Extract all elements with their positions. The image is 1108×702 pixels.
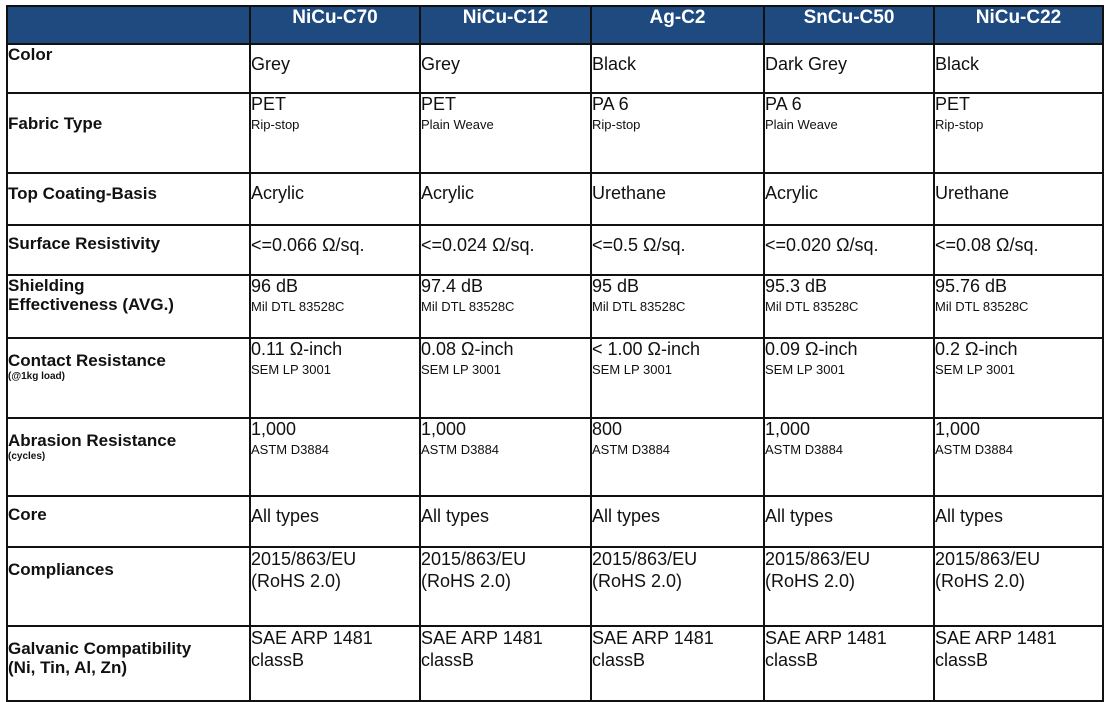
table-row-contact-resistance: [7, 338, 1103, 418]
table-cell: [420, 626, 591, 701]
cell-value: PET: [251, 94, 287, 114]
row-label: [7, 275, 250, 338]
cell-subvalue: Mil DTL 83528C: [251, 299, 345, 314]
cell-value: <=0.08 Ω/sq.: [935, 235, 1039, 255]
cell-value: PA 6: [592, 94, 629, 114]
row-label-text: Compliances: [8, 560, 114, 579]
row-label-text: Color: [8, 45, 53, 64]
cell-value: 95.3 dB: [765, 276, 828, 296]
cell-value: <=0.024 Ω/sq.: [421, 235, 535, 255]
table-row-core: [7, 496, 1103, 547]
table-cell: [764, 225, 934, 275]
table-cell: [934, 173, 1103, 225]
cell-value: classB: [592, 650, 646, 670]
table-row-galvanic-compatibility: [7, 626, 1103, 701]
table-cell: [591, 44, 764, 93]
row-label-text: Core: [8, 505, 47, 524]
row-label: [7, 44, 250, 93]
row-label-text: Contact Resistance: [8, 351, 166, 370]
table-cell: [250, 225, 420, 275]
cell-value: <=0.066 Ω/sq.: [251, 235, 365, 255]
table-cell: [591, 173, 764, 225]
column-header: NiCu-C12: [420, 6, 591, 44]
cell-value: 2015/863/EU: [251, 549, 357, 569]
table-cell: [250, 173, 420, 225]
row-label: [7, 626, 250, 701]
table-cell: [764, 626, 934, 701]
row-label-text: (Ni, Tin, Al, Zn): [8, 658, 127, 677]
table-cell: [934, 626, 1103, 701]
cell-value: 0.09 Ω-inch: [765, 339, 858, 359]
cell-value: PA 6: [765, 94, 802, 114]
cell-subvalue: ASTM D3884: [592, 442, 671, 457]
table-cell: [764, 338, 934, 418]
table-row-shielding-effectiveness: [7, 275, 1103, 338]
column-header: SnCu-C50: [764, 6, 934, 44]
table-cell: [934, 275, 1103, 338]
cell-value: <=0.020 Ω/sq.: [765, 235, 879, 255]
cell-value: All types: [251, 506, 320, 526]
cell-value: Acrylic: [251, 183, 304, 203]
cell-subvalue: SEM LP 3001: [251, 362, 331, 377]
table-cell: [420, 418, 591, 496]
cell-value: (RoHS 2.0): [421, 571, 512, 591]
table-cell: [764, 44, 934, 93]
cell-subvalue: Rip-stop: [935, 117, 984, 132]
cell-value: Black: [592, 54, 637, 74]
cell-value: 0.11 Ω-inch: [251, 339, 343, 359]
row-label-text: Abrasion Resistance: [8, 431, 177, 450]
cell-value: 1,000: [421, 419, 467, 439]
table-row-abrasion-resistance: [7, 418, 1103, 496]
table-cell: [591, 338, 764, 418]
cell-subvalue: SEM LP 3001: [421, 362, 501, 377]
table-cell: [591, 275, 764, 338]
cell-subvalue: Mil DTL 83528C: [592, 299, 686, 314]
row-label-text: Effectiveness (AVG.): [8, 295, 174, 314]
table-cell: [591, 626, 764, 701]
table-cell: [591, 93, 764, 173]
cell-value: 800: [592, 419, 623, 439]
cell-value: (RoHS 2.0): [765, 571, 856, 591]
cell-subvalue: Plain Weave: [765, 117, 838, 132]
row-label-text: Fabric Type: [8, 114, 103, 133]
cell-value: 95.76 dB: [935, 276, 1008, 296]
row-label-text: Top Coating-Basis: [8, 184, 157, 203]
cell-subvalue: ASTM D3884: [935, 442, 1014, 457]
table-cell: [250, 44, 420, 93]
table-cell: [250, 496, 420, 547]
cell-value: (RoHS 2.0): [251, 571, 342, 591]
row-label: [7, 496, 250, 547]
cell-value: PET: [935, 94, 971, 114]
table-cell: [591, 547, 764, 626]
row-label-text: Shielding: [8, 276, 85, 295]
table-cell: [250, 338, 420, 418]
row-label: [7, 547, 250, 626]
table-row-surface-resistivity: [7, 225, 1103, 275]
table-cell: [591, 496, 764, 547]
table-row-fabric-type: [7, 93, 1103, 173]
table-cell: [591, 225, 764, 275]
cell-value: All types: [765, 506, 834, 526]
cell-value: SAE ARP 1481: [592, 628, 714, 648]
row-label: [7, 418, 250, 496]
table-cell: [420, 44, 591, 93]
cell-value: All types: [935, 506, 1004, 526]
table-cell: [420, 338, 591, 418]
table-cell: [764, 93, 934, 173]
cell-value: All types: [592, 506, 661, 526]
cell-subvalue: SEM LP 3001: [935, 362, 1015, 377]
table-cell: [250, 275, 420, 338]
cell-subvalue: Rip-stop: [592, 117, 641, 132]
cell-value: Urethane: [935, 183, 1010, 203]
table-cell: [934, 338, 1103, 418]
cell-value: (RoHS 2.0): [592, 571, 683, 591]
cell-value: PET: [421, 94, 457, 114]
cell-value: 1,000: [935, 419, 981, 439]
table-cell: [934, 225, 1103, 275]
column-header: NiCu-C22: [934, 6, 1103, 44]
row-label: [7, 225, 250, 275]
cell-value: SAE ARP 1481: [251, 628, 373, 648]
table-cell: [591, 418, 764, 496]
table-cell: [420, 496, 591, 547]
cell-value: 0.08 Ω-inch: [421, 339, 514, 359]
cell-value: 96 dB: [251, 276, 299, 296]
table-cell: [764, 418, 934, 496]
cell-subvalue: ASTM D3884: [765, 442, 844, 457]
cell-value: Black: [935, 54, 980, 74]
cell-subvalue: ASTM D3884: [421, 442, 500, 457]
column-header: Ag-C2: [591, 6, 764, 44]
cell-value: 97.4 dB: [421, 276, 484, 296]
cell-value: Grey: [251, 54, 291, 74]
table-cell: [764, 496, 934, 547]
cell-value: Acrylic: [421, 183, 474, 203]
table-cell: [250, 418, 420, 496]
column-header: NiCu-C70: [250, 6, 420, 44]
table-cell: [934, 93, 1103, 173]
cell-value: SAE ARP 1481: [935, 628, 1057, 648]
table-cell: [934, 496, 1103, 547]
table-cell: [764, 275, 934, 338]
row-sublabel-text: (@1kg load): [8, 371, 65, 382]
table-row-top-coating: [7, 173, 1103, 225]
table-cell: [420, 173, 591, 225]
table-cell: [420, 93, 591, 173]
header-corner: [7, 6, 250, 44]
cell-value: classB: [251, 650, 305, 670]
cell-value: SAE ARP 1481: [765, 628, 887, 648]
row-label: [7, 93, 250, 173]
cell-value: classB: [765, 650, 819, 670]
cell-value: classB: [421, 650, 475, 670]
cell-value: < 1.00 Ω-inch: [592, 339, 701, 359]
cell-value: Grey: [421, 54, 461, 74]
row-label: [7, 173, 250, 225]
table-cell: [934, 547, 1103, 626]
cell-value: 95 dB: [592, 276, 640, 296]
cell-value: Urethane: [592, 183, 667, 203]
cell-value: Acrylic: [765, 183, 818, 203]
table-row-color: [7, 44, 1103, 93]
cell-value: 0.2 Ω-inch: [935, 339, 1018, 359]
cell-subvalue: Mil DTL 83528C: [421, 299, 515, 314]
table-cell: [420, 275, 591, 338]
row-label: [7, 338, 250, 418]
table-cell: [934, 44, 1103, 93]
cell-value: SAE ARP 1481: [421, 628, 543, 648]
table-cell: [250, 547, 420, 626]
cell-subvalue: SEM LP 3001: [765, 362, 845, 377]
cell-subvalue: Rip-stop: [251, 117, 300, 132]
cell-subvalue: Plain Weave: [421, 117, 494, 132]
table-cell: [934, 418, 1103, 496]
cell-subvalue: Mil DTL 83528C: [935, 299, 1029, 314]
table-cell: [420, 225, 591, 275]
table-cell: [764, 547, 934, 626]
cell-value: 2015/863/EU: [765, 549, 871, 569]
table-cell: [250, 93, 420, 173]
table-cell: [420, 547, 591, 626]
cell-value: 2015/863/EU: [421, 549, 527, 569]
header-row: [7, 6, 1103, 44]
cell-value: Dark Grey: [765, 54, 848, 74]
cell-subvalue: Mil DTL 83528C: [765, 299, 859, 314]
cell-value: (RoHS 2.0): [935, 571, 1026, 591]
cell-value: All types: [421, 506, 490, 526]
table-row-compliances: [7, 547, 1103, 626]
cell-value: 2015/863/EU: [592, 549, 698, 569]
cell-value: classB: [935, 650, 989, 670]
cell-value: <=0.5 Ω/sq.: [592, 235, 686, 255]
cell-subvalue: SEM LP 3001: [592, 362, 672, 377]
table-cell: [764, 173, 934, 225]
cell-value: 2015/863/EU: [935, 549, 1041, 569]
spec-table: [6, 5, 1104, 702]
cell-value: 1,000: [765, 419, 811, 439]
row-label-text: Surface Resistivity: [8, 234, 161, 253]
cell-subvalue: ASTM D3884: [251, 442, 330, 457]
table-cell: [250, 626, 420, 701]
row-sublabel-text: (cycles): [8, 451, 46, 462]
cell-value: 1,000: [251, 419, 297, 439]
row-label-text: Galvanic Compatibility: [8, 639, 192, 658]
